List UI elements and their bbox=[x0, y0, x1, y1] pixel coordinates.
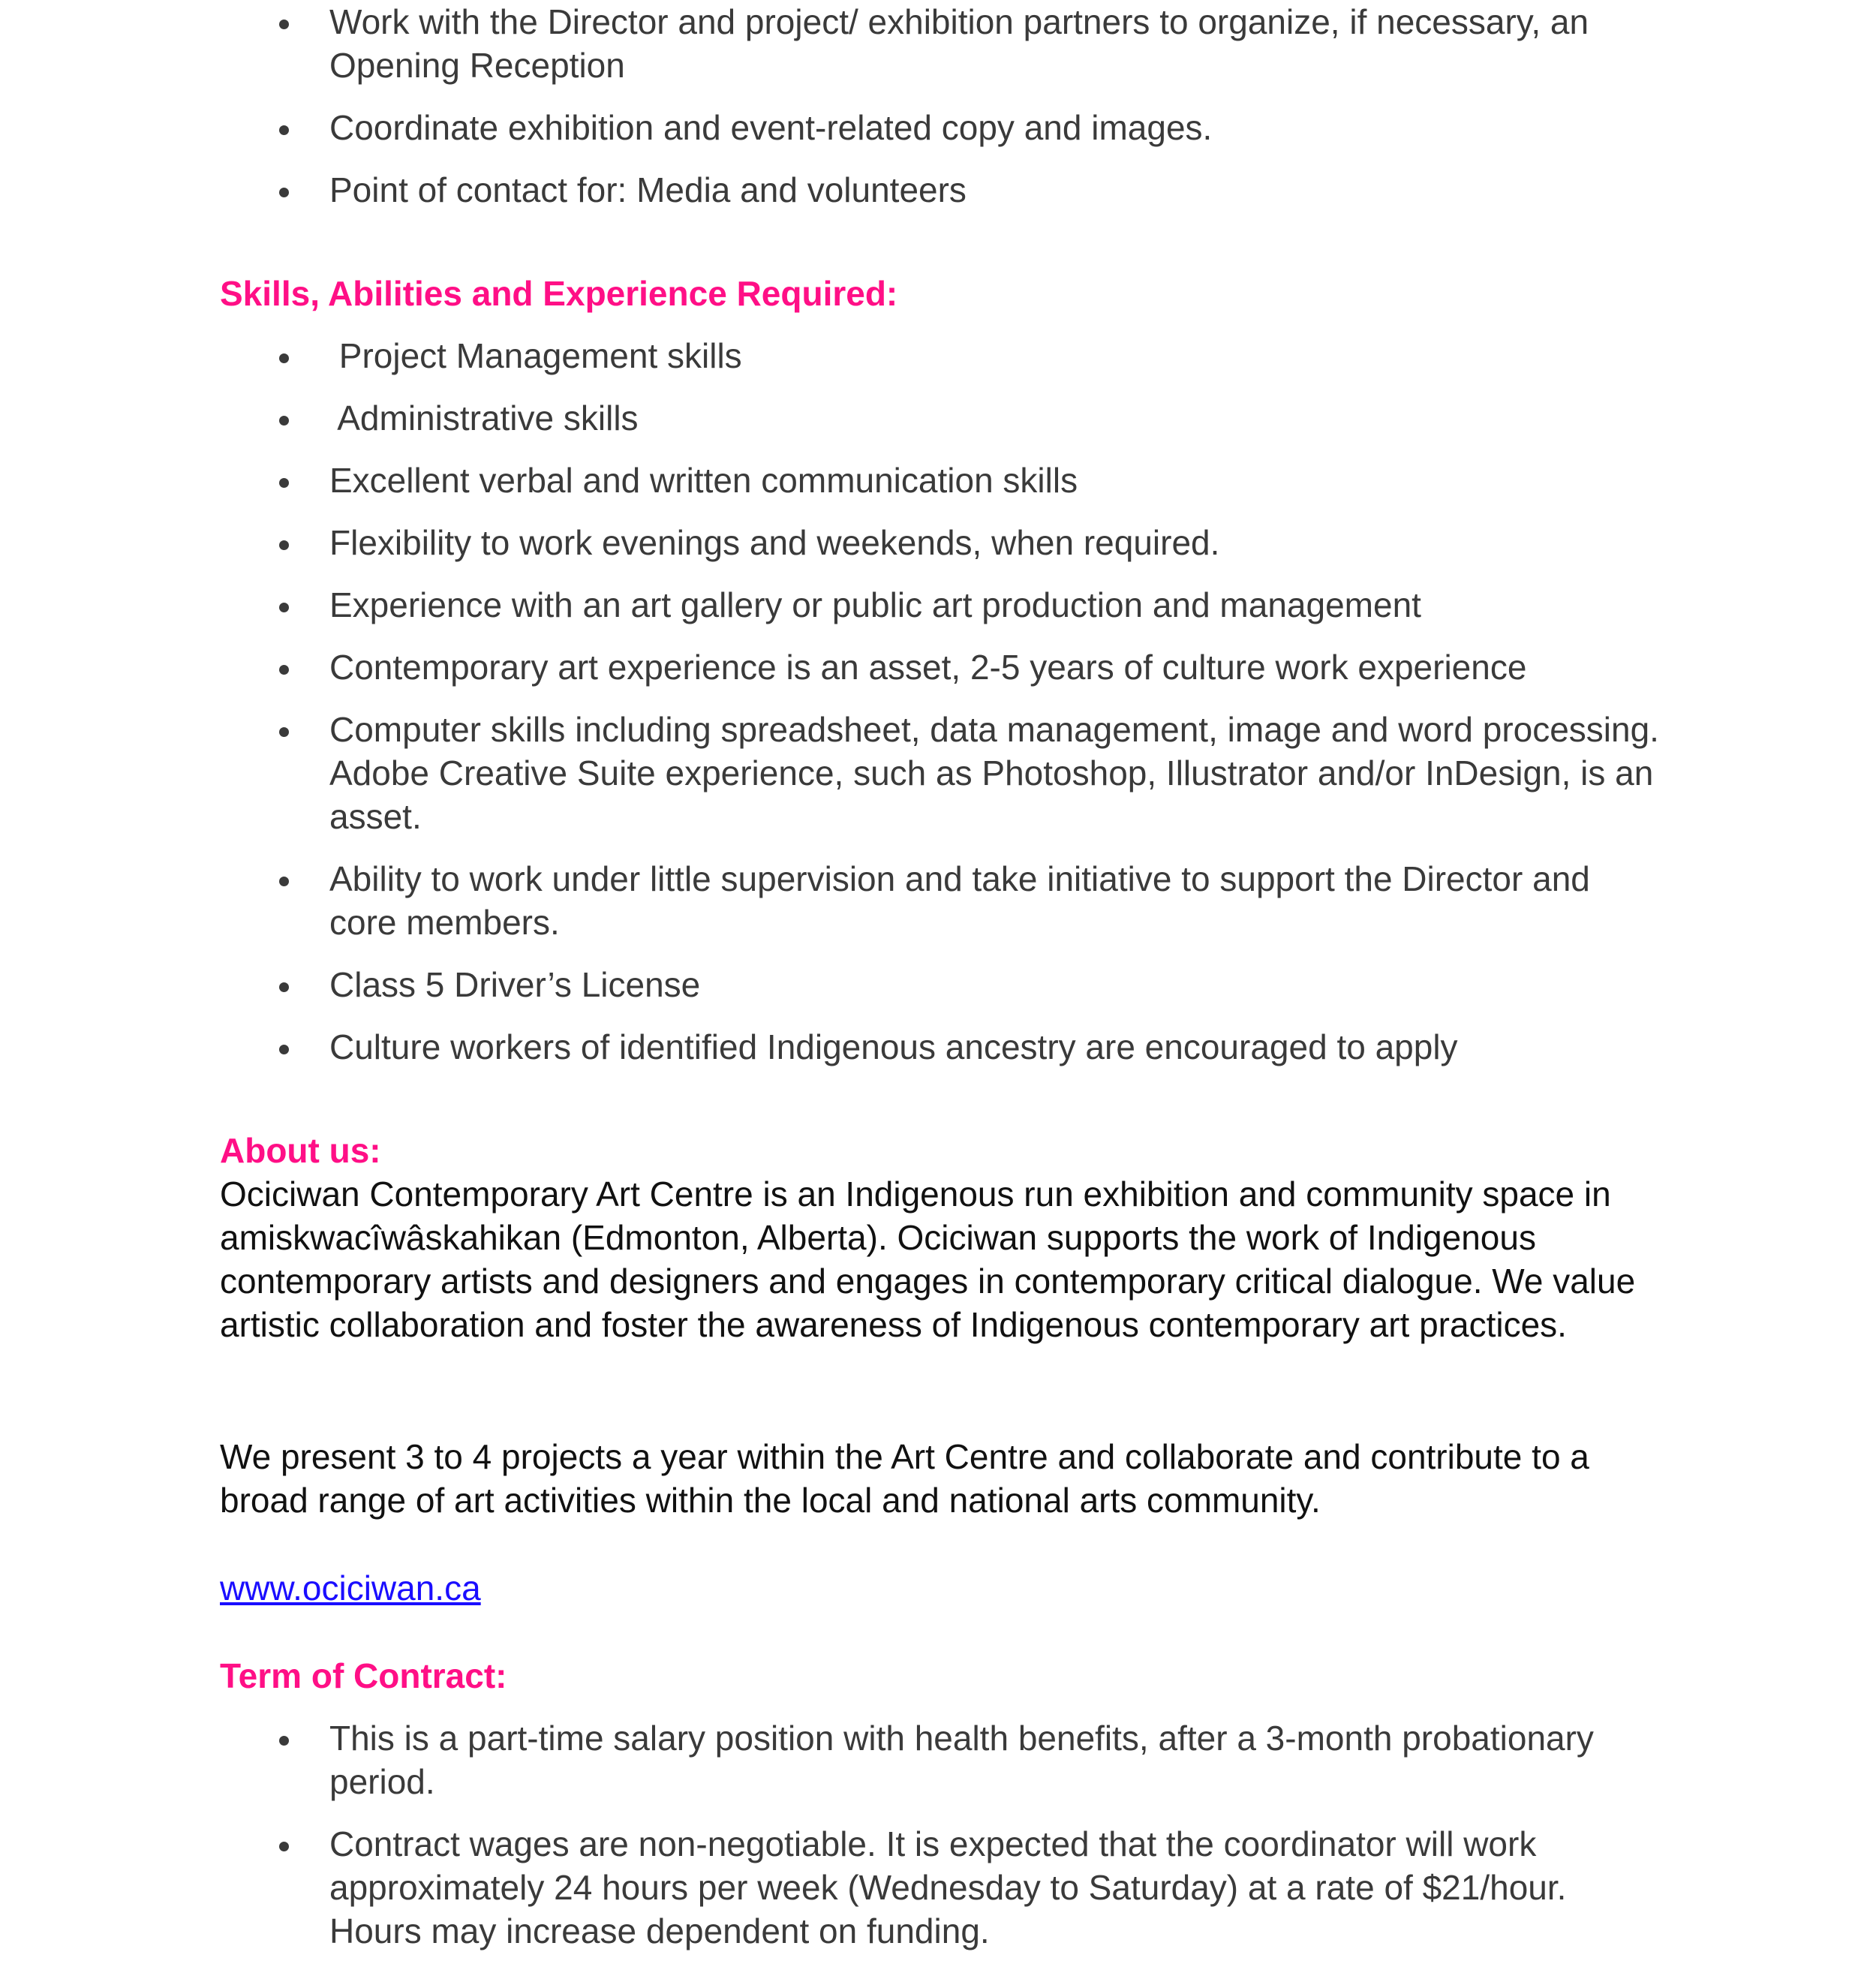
bullet-icon bbox=[279, 1842, 289, 1851]
list-item: Culture workers of identified Indigenous ancestry are encouraged to apply bbox=[220, 1025, 1661, 1069]
list-item: This is a part-time salary position with health benefits, after a 3-month probationary period. bbox=[220, 1716, 1661, 1803]
term-heading: Term of Contract: bbox=[220, 1656, 507, 1695]
list-item: Administrative skills bbox=[220, 396, 1661, 440]
skills-list bbox=[220, 334, 1661, 1087]
duties-list bbox=[220, 0, 1661, 230]
bullet-icon bbox=[279, 20, 289, 29]
list-item: Ability to work under little supervision and take initiative to support the Director and core members. bbox=[220, 857, 1661, 944]
term-list bbox=[220, 1716, 1661, 1971]
bullet-icon bbox=[279, 540, 289, 550]
skills-heading: Skills, Abilities and Experience Required: bbox=[220, 274, 898, 313]
bullet-icon bbox=[279, 982, 289, 992]
bullet-icon bbox=[279, 416, 289, 426]
list-item: Computer skills including spreadsheet, data management, image and word processing. Adobe Creative Suite experience, such as Photoshop, Illustrator and/or InDesign, is an asset. bbox=[220, 708, 1661, 838]
list-item: Contemporary art experience is an asset, 2-5 years of culture work experience bbox=[220, 645, 1661, 689]
bullet-icon bbox=[279, 478, 289, 488]
bullet-icon bbox=[279, 188, 289, 197]
list-item: Excellent verbal and written communication skills bbox=[220, 459, 1661, 502]
bullet-icon bbox=[279, 1736, 289, 1746]
about-paragraph: Ociciwan Contemporary Art Centre is an Indigenous run exhibition and community space in amiskwacîwâskahikan (Edmonton, Alberta). Ociciwan supports the work of Indigenous contemporary artists and designers and engages in contemporary critical dialogue. We value artistic collaboration and foster the awareness of Indigenous contemporary art practices. bbox=[220, 1174, 1636, 1344]
website-link[interactable]: www.ociciwan.ca bbox=[220, 1568, 481, 1608]
about-paragraph-2: We present 3 to 4 projects a year within the Art Centre and collaborate and contribute to a broad range of art activities within the local and national arts community. bbox=[220, 1437, 1589, 1520]
list-item: Flexibility to work evenings and weekends, when required. bbox=[220, 521, 1661, 564]
bullet-icon bbox=[279, 603, 289, 612]
bullet-icon bbox=[279, 1045, 289, 1054]
list-item: Contract wages are non-negotiable. It is expected that the coordinator will work approximately 24 hours per week (Wednesday to Saturday) at a rate of $21/hour. Hours may increase dependent on funding. bbox=[220, 1822, 1661, 1953]
list-item: Point of contact for: Media and volunteers bbox=[220, 168, 1661, 212]
list-item: Work with the Director and project/ exhibition partners to organize, if necessary, an Opening Reception bbox=[220, 0, 1661, 87]
bullet-icon bbox=[279, 727, 289, 737]
about-heading: About us: bbox=[220, 1131, 381, 1170]
list-item: Experience with an art gallery or public art production and management bbox=[220, 583, 1661, 627]
list-item: Project Management skills bbox=[220, 334, 1661, 377]
list-item: Coordinate exhibition and event-related copy and images. bbox=[220, 106, 1661, 149]
bullet-icon bbox=[279, 877, 289, 886]
bullet-icon bbox=[279, 353, 289, 363]
bullet-icon bbox=[279, 125, 289, 135]
bullet-icon bbox=[279, 665, 289, 675]
list-item: Class 5 Driver’s License bbox=[220, 963, 1661, 1006]
